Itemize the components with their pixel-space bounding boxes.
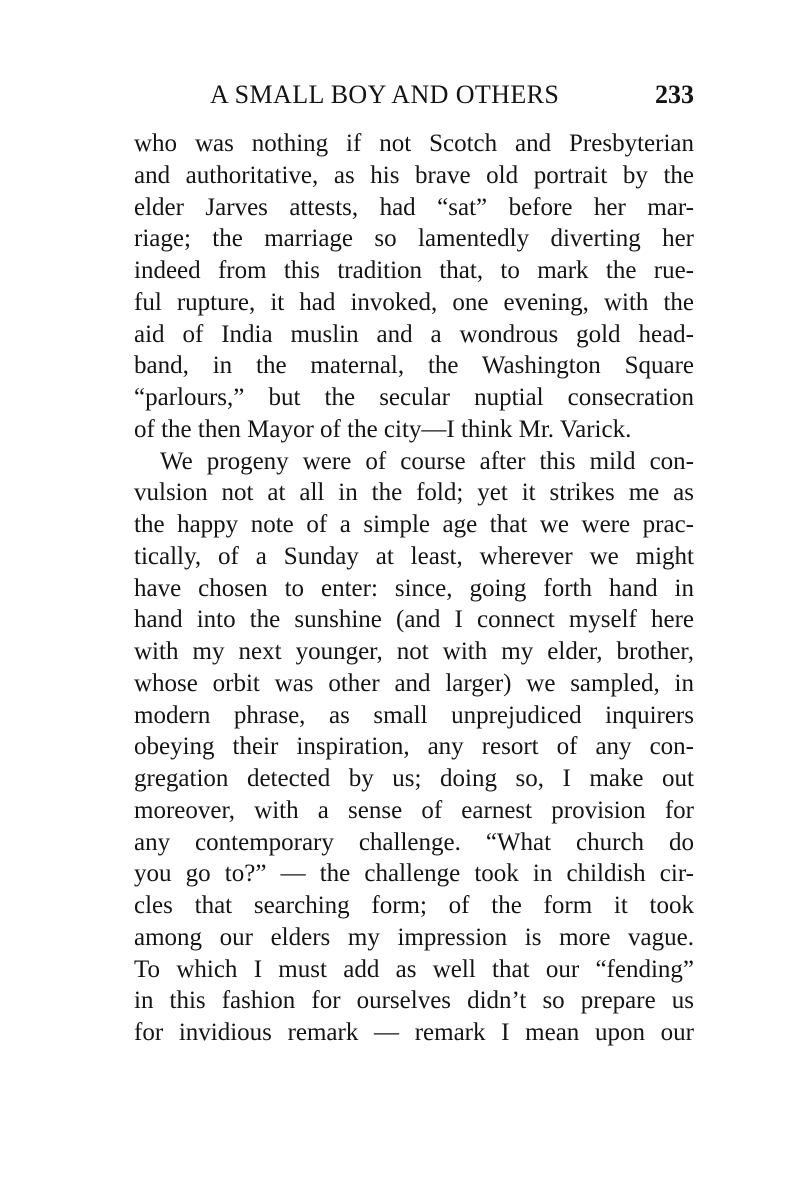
text-line: vulsion not at all in the fold; yet it strikes me as [134,479,694,507]
page-number: 233 [655,80,694,109]
text-line: moreover, with a sense of earnest provision for [134,796,694,824]
text-line: gregation detected by us; doing so, I make out [134,765,694,792]
text-line: among our elders my impression is more vague. [134,923,694,951]
text-line: of the then Mayor of the city—I think Mr. Varick. [134,415,632,443]
text-line: indeed from this tradition that, to mark the rue- [134,257,694,284]
text-line: the happy note of a simple age that we were prac- [134,511,694,538]
text-line: who was nothing if not Scotch and Presbyterian [134,130,694,157]
text-line: for invidious remark — remark I mean upon our [134,1019,694,1046]
text-line: have chosen to enter: since, going forth hand in [134,574,694,602]
text-line: obeying their inspiration, any resort of any con- [134,733,694,761]
text-line: “parlours,” but the secular nuptial consecration [134,384,694,411]
text-line: To which I must add as well that our “fending” [134,955,694,983]
running-title: A SMALL BOY AND OTHERS [210,80,560,109]
text-line: tically, of a Sunday at least, wherever we might [134,542,694,570]
text-line: whose orbit was other and larger) we sampled, in [134,669,694,697]
running-head [134,80,694,114]
text-line: with my next younger, not with my elder, brother, [134,638,694,665]
text-line: band, in the maternal, the Washington Square [134,352,694,380]
paragraph-first-line: We progeny were of course after this mild con- [160,447,694,475]
text-line: you go to?” — the challenge took in childish cir- [134,860,694,888]
text-line: in this fashion for ourselves didn’t so prepare us [134,987,694,1015]
body-text [134,128,694,1049]
text-line: cles that searching form; of the form it took [134,892,694,919]
text-line: and authoritative, as his brave old portrait by the [134,161,694,189]
text-line: riage; the marriage so lamentedly diverting her [134,225,694,253]
text-line: elder Jarves attests, had “sat” before her mar- [134,193,694,221]
text-line: aid of India muslin and a wondrous gold head- [134,320,694,348]
text-line: ful rupture, it had invoked, one evening, with the [134,288,694,316]
text-line: any contemporary challenge. “What church do [134,828,694,856]
text-line: hand into the sunshine (and I connect myself here [134,606,694,634]
text-line: modern phrase, as small unprejudiced inquirers [134,701,694,729]
